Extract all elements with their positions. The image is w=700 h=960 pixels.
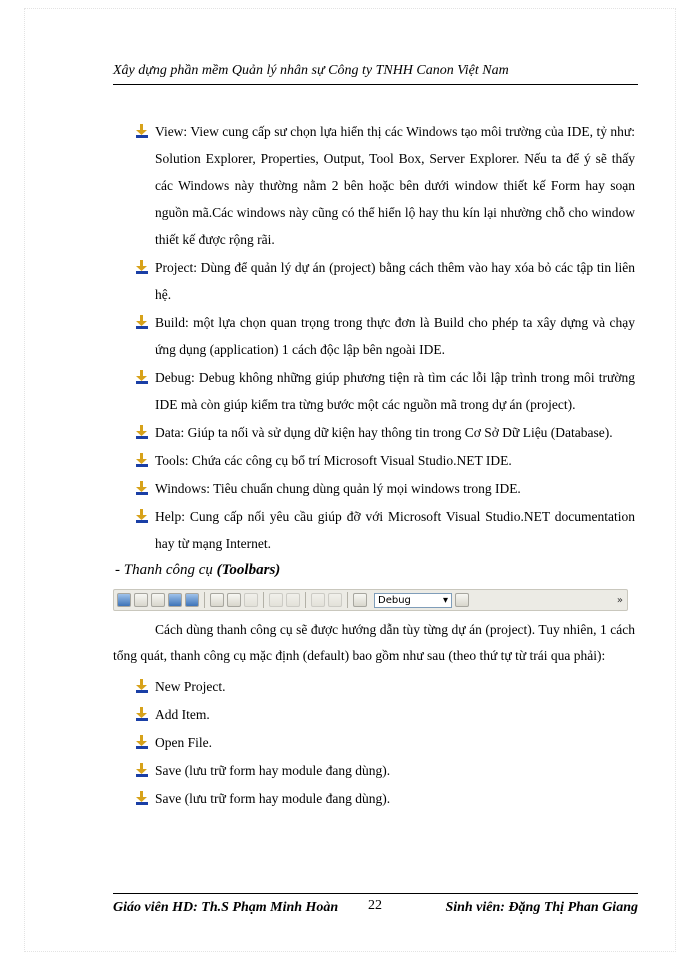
footer-teacher: Giáo viên HD: Th.S Phạm Minh Hoàn <box>113 900 339 915</box>
bullet-arrow-icon <box>135 763 149 777</box>
start-icon <box>353 593 367 607</box>
section-title <box>115 559 635 581</box>
item-text: View: View cung cấp sư chọn lựa hiển thị các Windows tạo môi trường của IDE, tỷ như: Solution Explorer, Properties, Output, Tool Box, Server Explorer. Nếu ta để ý sẽ thấy các Windows này thường nằm 2 bên hoặc bên dưới window thiết kế Form hay soạn nguồn mã.Các windows này cũng có thể hiển lộ hay thu kín lại nhường chỗ cho window thiết kế được rộng rãi. <box>155 124 635 247</box>
open-file-icon <box>151 593 165 607</box>
bullet-arrow-icon <box>135 453 149 467</box>
new-project-icon <box>117 593 131 607</box>
body-paragraph: Cách dùng thanh công cụ sẽ được hướng dẫn tùy từng dự án (project). Tuy nhiên, 1 cách tổng quát, thanh công cụ mặc định (default) bao gồm như sau (theo thứ tự từ trái qua phải): <box>113 622 635 663</box>
bullet-arrow-icon <box>135 791 149 805</box>
list-item <box>113 364 635 418</box>
navigate-forward-icon <box>328 593 342 607</box>
chevron-down-icon: ▾ <box>442 594 448 606</box>
list-item <box>113 419 635 446</box>
footer-rule <box>113 893 638 894</box>
toolbar-separator <box>347 592 348 608</box>
item-text: Add Item. <box>155 707 210 722</box>
toolbar-overflow-icon: » <box>616 594 623 606</box>
find-icon <box>455 593 469 607</box>
bullet-arrow-icon <box>135 481 149 495</box>
item-text: Open File. <box>155 735 212 750</box>
add-item-icon <box>134 593 148 607</box>
cut-icon <box>210 593 224 607</box>
page-header: Xây dựng phần mềm Quản lý nhân sự Công ty TNHH Canon Việt Nam <box>113 62 638 85</box>
page-number: 22 <box>368 898 382 913</box>
redo-icon <box>286 593 300 607</box>
item-text: Tools: Chứa các công cụ bổ trí Microsoft Visual Studio.NET IDE. <box>155 453 512 468</box>
list-item <box>113 785 635 812</box>
bullet-arrow-icon <box>135 315 149 329</box>
item-text: New Project. <box>155 679 226 694</box>
list-item <box>113 757 635 784</box>
bullet-arrow-icon <box>135 260 149 274</box>
item-text: Debug: Debug không những giúp phương tiện rà tìm các lỗi lập trình trong môi trường IDE mà còn giúp kiểm tra từng bước một các nguồn mã trong dự án (project). <box>155 370 635 412</box>
bullet-arrow-icon <box>135 124 149 138</box>
item-text: Data: Giúp ta nối và sử dụng dữ kiện hay thông tin trong Cơ Sở Dữ Liệu (Database). <box>155 425 613 440</box>
item-text: Windows: Tiêu chuẩn chung dùng quản lý mọi windows trong IDE. <box>155 481 521 496</box>
paste-icon <box>244 593 258 607</box>
toolbar-separator <box>305 592 306 608</box>
list-item <box>113 475 635 502</box>
list-item <box>113 503 635 557</box>
toolbar-separator <box>204 592 205 608</box>
bullet-arrow-icon <box>135 425 149 439</box>
item-text: Project: Dùng để quản lý dự án (project) bằng cách thêm vào hay xóa bỏ các tập tin liên hệ. <box>155 260 635 302</box>
footer-student: Sinh viên: Đặng Thị Phan Giang <box>445 900 638 915</box>
item-text: Save (lưu trữ form hay module đang dùng). <box>155 791 391 806</box>
item-text: Help: Cung cấp nối yêu cầu giúp đỡ với Microsoft Visual Studio.NET documentation hay từ mạng Internet. <box>155 509 635 551</box>
item-text: Save (lưu trữ form hay module đang dùng). <box>155 763 391 778</box>
bullet-arrow-icon <box>135 707 149 721</box>
list-item <box>113 729 635 756</box>
page-content <box>113 118 635 813</box>
navigate-backward-icon <box>311 593 325 607</box>
section-title-prefix: - Thanh công cụ <box>115 562 217 578</box>
list-item <box>113 447 635 474</box>
list-item <box>113 673 635 700</box>
solution-configuration-value: Debug <box>378 594 411 606</box>
bullet-arrow-icon <box>135 735 149 749</box>
toolbar-separator <box>263 592 264 608</box>
solution-configuration-select <box>374 593 452 608</box>
undo-icon <box>269 593 283 607</box>
list-item <box>113 118 635 253</box>
bullet-arrow-icon <box>135 370 149 384</box>
save-all-icon <box>185 593 199 607</box>
page-footer <box>113 900 638 920</box>
list-item <box>113 254 635 308</box>
list-item <box>113 309 635 363</box>
copy-icon <box>227 593 241 607</box>
bullet-arrow-icon <box>135 679 149 693</box>
list-item <box>113 701 635 728</box>
toolbar-screenshot <box>113 589 628 611</box>
section-title-strong: (Toolbars) <box>216 562 281 578</box>
item-text: Build: một lựa chọn quan trọng trong thực đơn là Build cho phép ta xây dựng và chạy ứng dụng (application) 1 cách độc lập bên ngoài IDE. <box>155 315 635 357</box>
bullet-arrow-icon <box>135 509 149 523</box>
save-icon <box>168 593 182 607</box>
